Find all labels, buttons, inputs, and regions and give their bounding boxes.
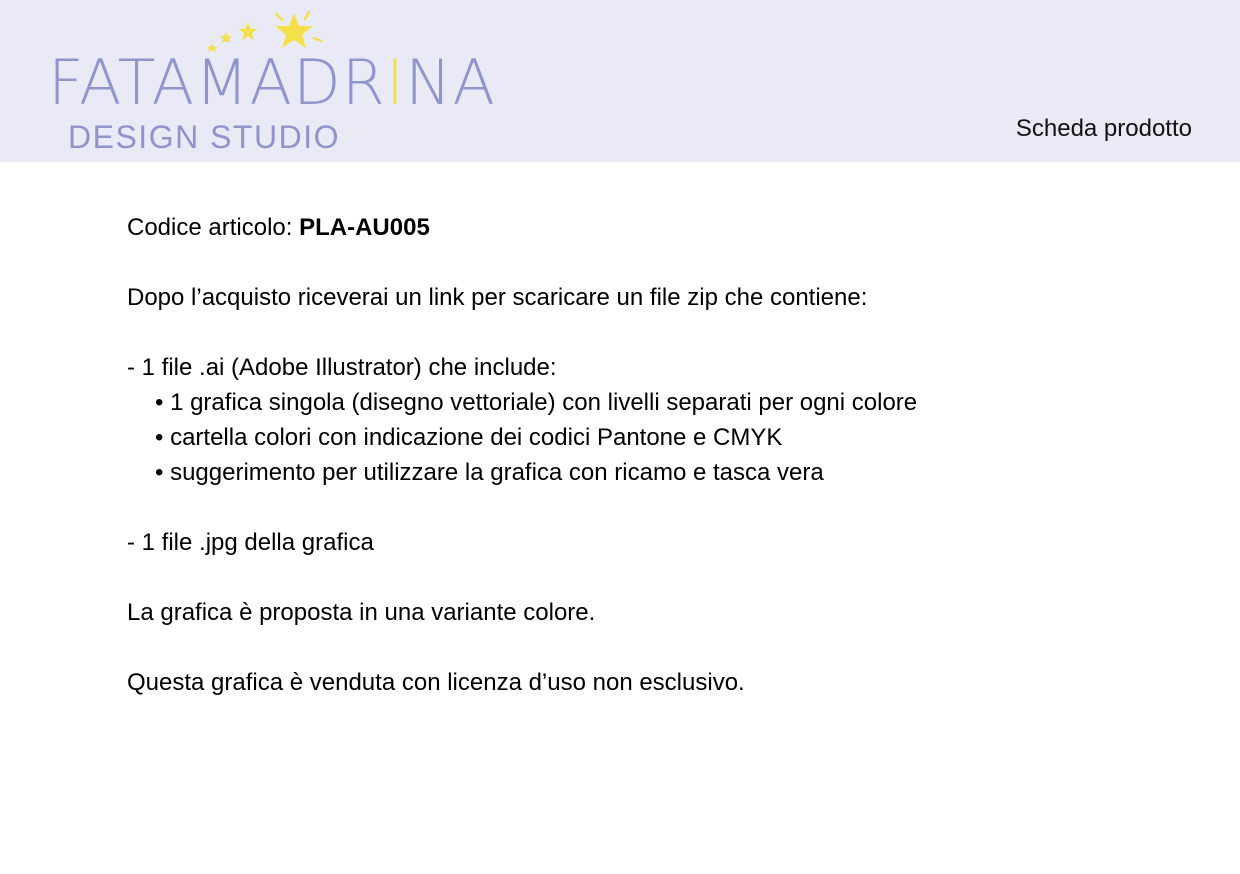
jpg-file-item: - 1 file .jpg della grafica (127, 529, 374, 556)
header-band (0, 0, 1240, 162)
license-note: Questa grafica è venduta con licenza d’uso non esclusivo. (127, 669, 745, 696)
product-code-line (127, 210, 1127, 245)
product-code-label: Codice articolo: (127, 214, 293, 241)
ai-include-item: • suggerimento per utilizzare la grafica con ricamo e tasca vera (155, 459, 824, 486)
logo-wordmark: FATAMADRINA (48, 46, 496, 119)
brand-logo (44, 8, 496, 158)
logo-subtitle: DESIGN STUDIO (68, 119, 340, 155)
download-intro: Dopo l’acquisto riceverai un link per scaricare un file zip che contiene: (127, 284, 868, 311)
ai-file-item: - 1 file .ai (Adobe Illustrator) che include: (127, 354, 557, 381)
variant-note: La grafica è proposta in una variante colore. (127, 599, 596, 626)
product-sheet-body (127, 210, 1127, 700)
product-code-value: PLA-AU005 (299, 214, 430, 241)
ai-include-item: • 1 grafica singola (disegno vettoriale) con livelli separati per ogni colore (155, 389, 918, 416)
ai-include-item: • cartella colori con indicazione dei codici Pantone e CMYK (155, 424, 783, 451)
document-label: Scheda prodotto (1015, 115, 1192, 142)
